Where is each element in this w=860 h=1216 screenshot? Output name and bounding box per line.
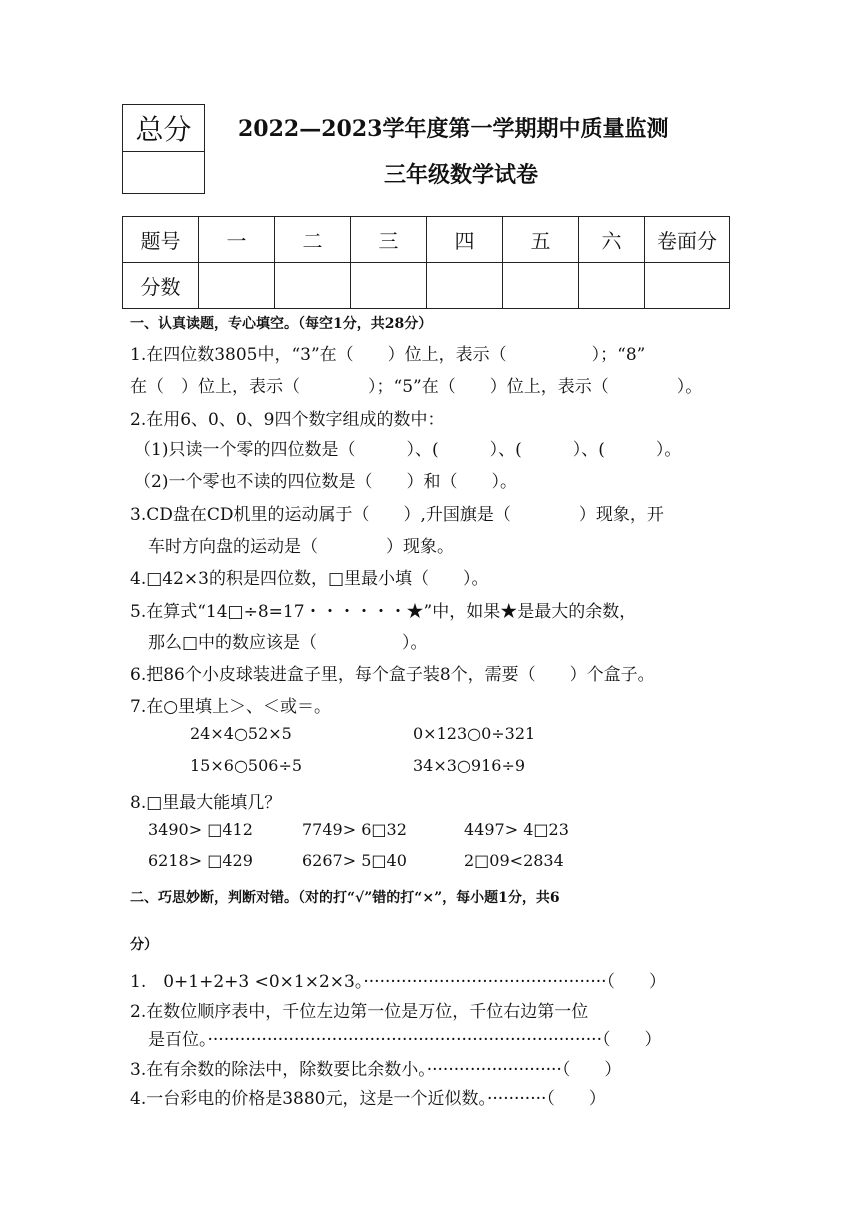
question-line: 3.CD盘在CD机里的运动属于（ ）,升国旗是（ ）现象，开	[130, 505, 664, 525]
question-line: （2)一个零也不读的四位数是（ ）和（ ）。	[134, 472, 517, 492]
judge-item: 1. 0+1+2+3 <0×1×2×3。·············································（ ）	[130, 972, 667, 992]
total-score-label: 总分	[123, 105, 204, 152]
exam-title: 2022—2023学年度第一学期期中质量监测	[238, 116, 669, 142]
compare-item: 15×6○506÷5	[190, 756, 303, 775]
fill-item: 2□09<2834	[464, 851, 564, 870]
compare-item: 34×3○916÷9	[413, 756, 526, 775]
fill-item: 7749> 6□32	[302, 820, 407, 839]
question-line: 那么□中的数应该是（ ）。	[148, 633, 428, 653]
question-line: 8.□里最大能填几？	[130, 793, 282, 813]
judge-item: 3.在有余数的除法中，除数要比余数小。·························（ ）	[130, 1060, 622, 1080]
section2-heading: 二、巧思妙断，判断对错。（对的打“√”错的打“×”，每小题1分，共6	[130, 890, 560, 906]
score-blank	[645, 263, 730, 309]
question-line: 在（ ）位上，表示（ ）；“5”在（ ）位上，表示（ ）。	[130, 377, 703, 397]
question-line: 2.在用6、0、0、9四个数字组成的数中：	[130, 410, 445, 430]
question-line: 1.在四位数3805中，“3”在（ ）位上，表示（ ）；“8”	[130, 345, 646, 365]
score-table-cell: 二	[275, 217, 351, 263]
exam-subtitle: 三年级数学试卷	[384, 162, 539, 188]
score-table-cell: 题号	[123, 217, 199, 263]
score-blank	[199, 263, 275, 309]
score-table-cell: 五	[503, 217, 579, 263]
score-table-cell: 卷面分	[645, 217, 730, 263]
score-table-score-row	[123, 263, 730, 309]
judge-item: 4.一台彩电的价格是3880元，这是一个近似数。···········（ ）	[130, 1089, 606, 1109]
score-table-header-row	[123, 217, 730, 263]
question-line: 7.在○里填上＞、＜或＝。	[130, 697, 332, 717]
question-line: 4.□42×3的积是四位数，□里最小填（ ）。	[130, 569, 489, 589]
question-line: （1)只读一个零的四位数是（ ）、( ）、( ）、( ）。	[134, 440, 682, 460]
judge-item: 是百位。·········································································（ ）	[148, 1030, 662, 1050]
question-line: 5.在算式“14□÷8=17・・・・・・★”中，如果★是最大的余数，	[130, 602, 637, 622]
score-blank	[503, 263, 579, 309]
score-table-cell: 四	[427, 217, 503, 263]
judge-item: 2.在数位顺序表中，千位左边第一位是万位，千位右边第一位	[130, 1002, 589, 1022]
score-table-cell: 一	[199, 217, 275, 263]
score-table-cell: 六	[579, 217, 645, 263]
question-line: 6.把86个小皮球装进盒子里，每个盒子装8个，需要（ ）个盒子。	[130, 665, 655, 685]
score-blank	[579, 263, 645, 309]
score-table-cell: 三	[351, 217, 427, 263]
section1-heading: 一、认真读题，专心填空。（每空1分，共28分）	[130, 316, 433, 332]
compare-item: 0×123○0÷321	[413, 724, 536, 743]
fill-item: 6218> □429	[148, 851, 253, 870]
score-table	[122, 216, 730, 309]
score-blank	[351, 263, 427, 309]
score-blank	[275, 263, 351, 309]
score-table-cell: 分数	[123, 263, 199, 309]
section2-heading-cont: 分）	[130, 937, 158, 953]
fill-item: 4497> 4□23	[464, 820, 569, 839]
total-score-box	[122, 104, 205, 194]
score-blank	[427, 263, 503, 309]
fill-item: 3490> □412	[148, 820, 253, 839]
compare-item: 24×4○52×5	[190, 724, 292, 743]
question-line: 车时方向盘的运动是（ ）现象。	[148, 537, 454, 557]
fill-item: 6267> 5□40	[302, 851, 407, 870]
